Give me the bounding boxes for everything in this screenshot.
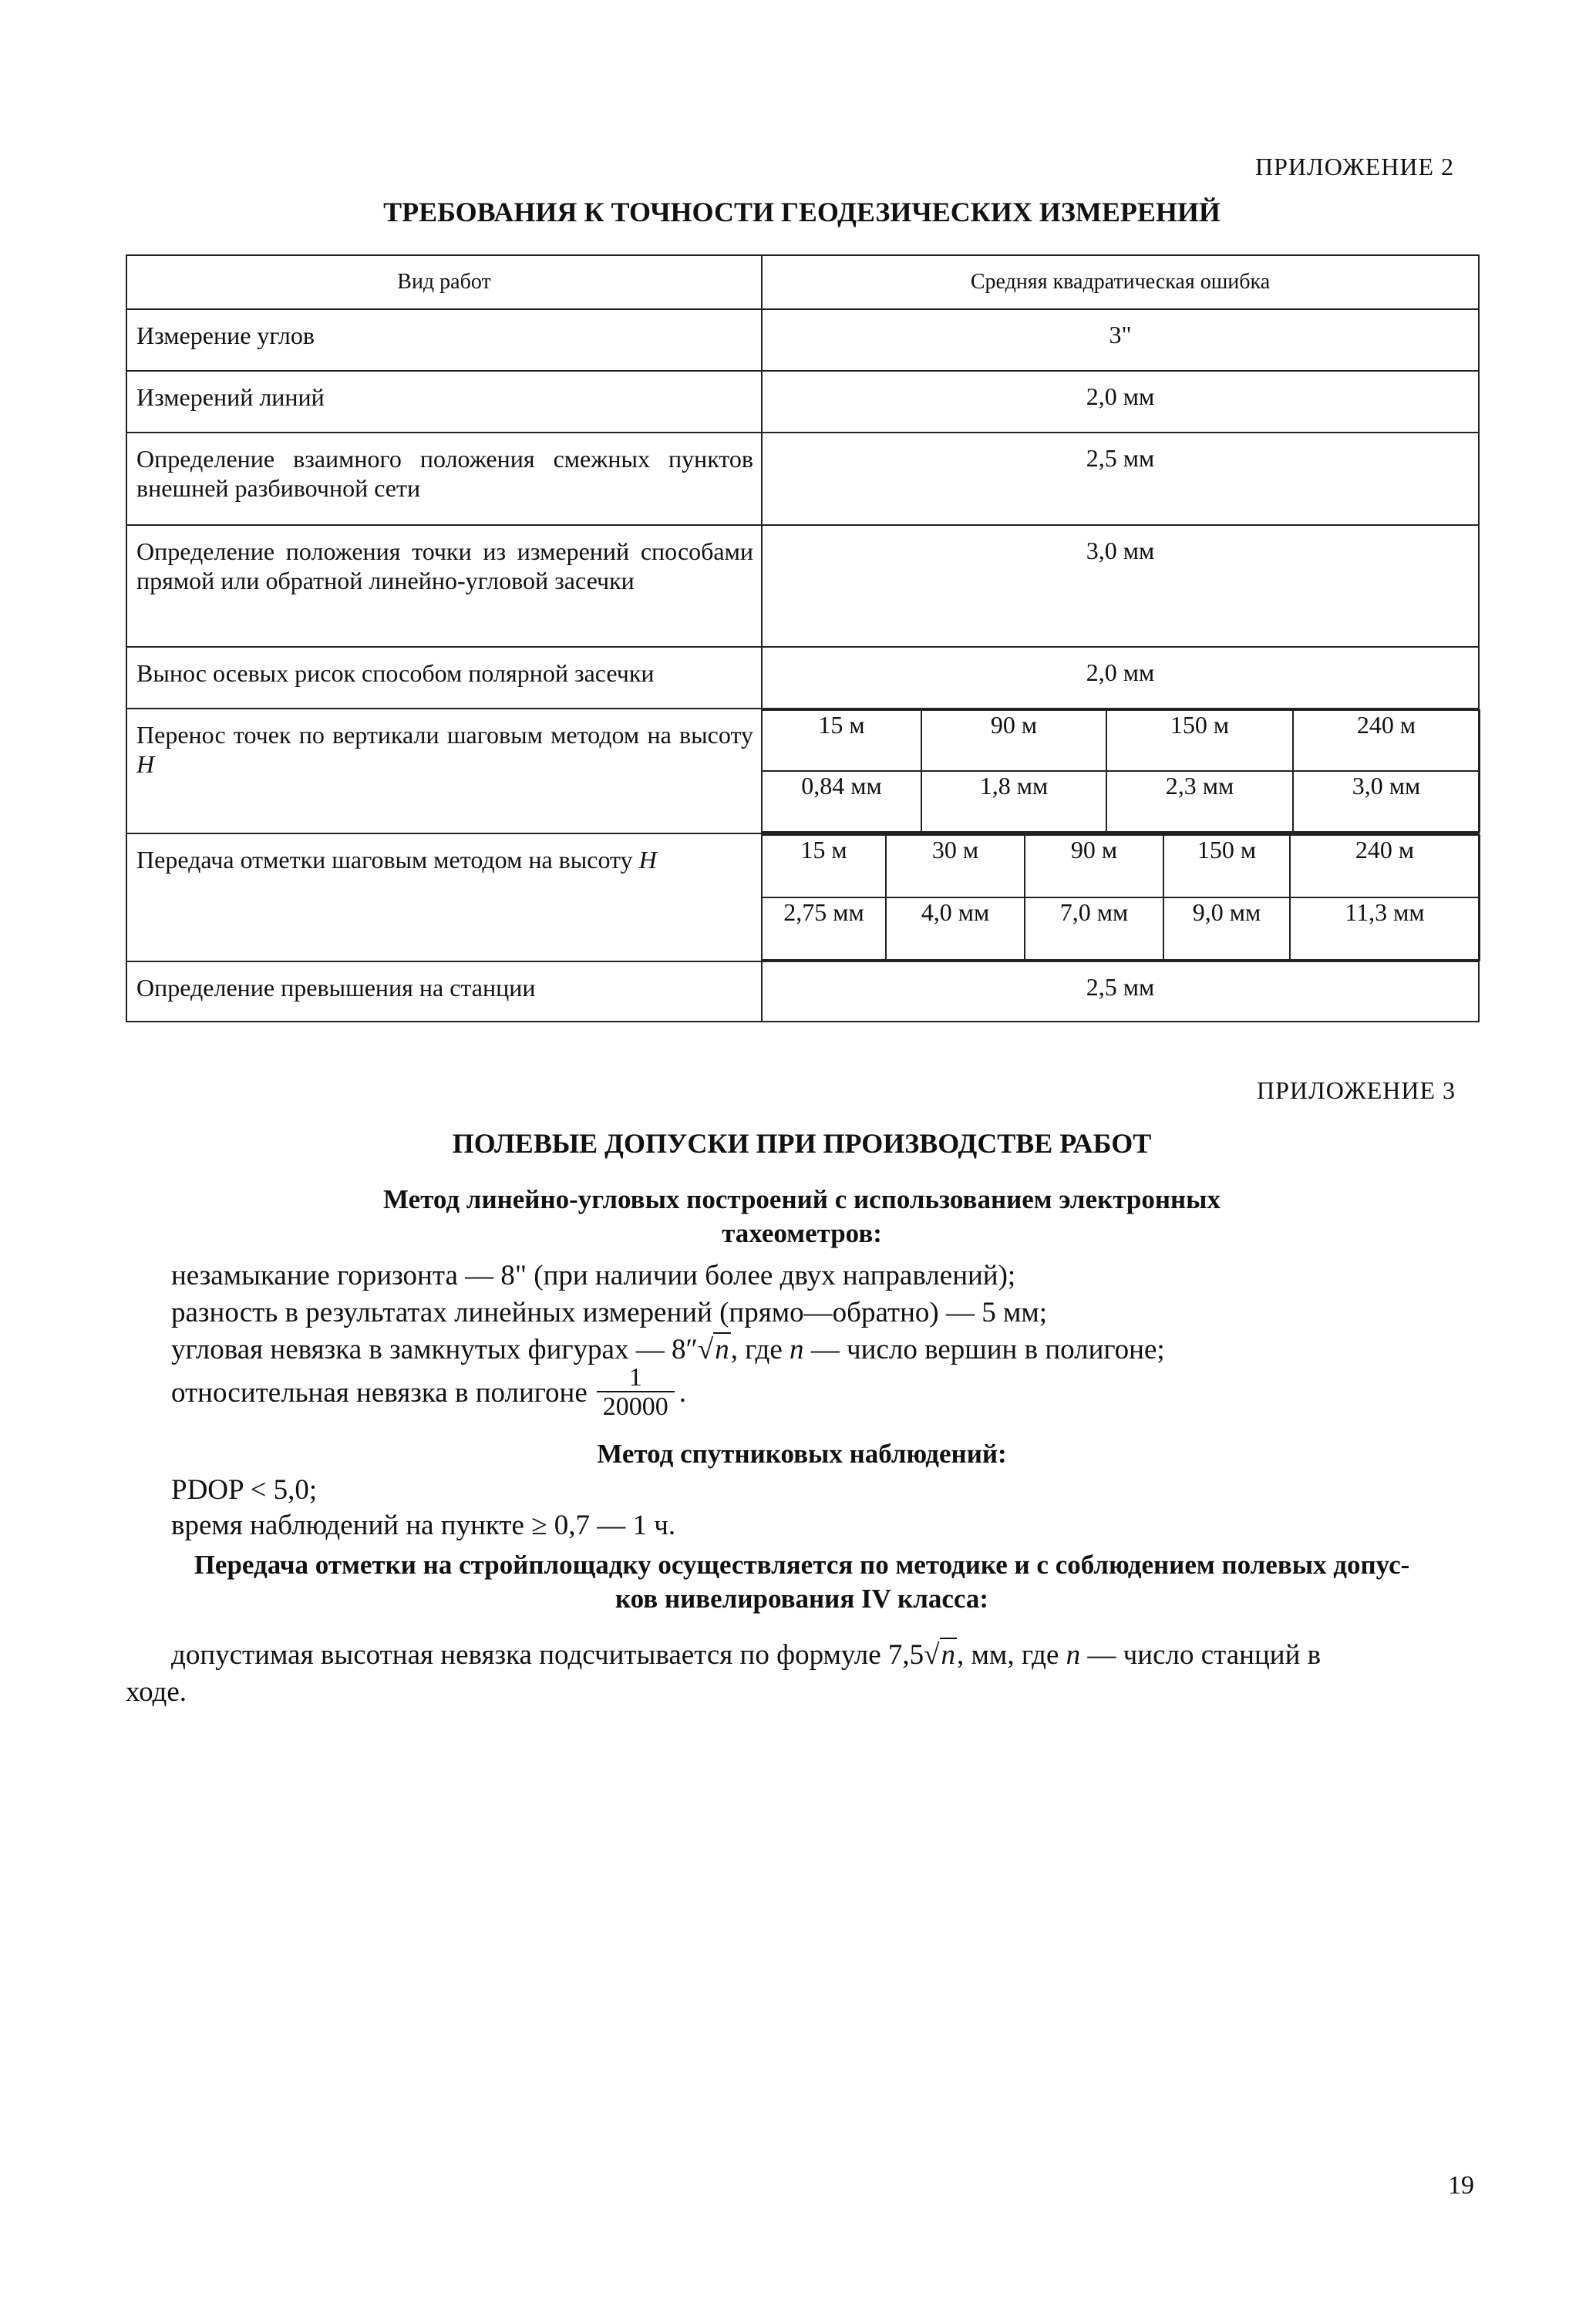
table-row-mark-transfer <box>126 833 1479 961</box>
row-value: 3" <box>762 309 1479 371</box>
row-label: Определение взаимного положения смежных пунктов внешней разбивочной сети <box>126 433 762 525</box>
method-satellite-heading: Метод спутниковых наблюдений: <box>597 1439 1007 1469</box>
appendix-2-label: ПРИЛОЖЕНИЕ 2 <box>1255 153 1455 180</box>
height-cell: 150 м <box>1163 835 1290 897</box>
table-row <box>126 961 1479 1022</box>
row-label: Вынос осевых рисок способом полярной засечки <box>126 647 762 709</box>
row-label: Определение превышения на станции <box>126 961 762 1022</box>
error-cell: 11,3 мм <box>1290 897 1480 960</box>
tolerance-line-fraction <box>171 1365 686 1422</box>
row-label <box>126 709 762 833</box>
table-row <box>126 371 1479 433</box>
text: . <box>678 1377 687 1409</box>
tolerance-line: незамыкание горизонта — 8" (при наличии более двух направлений); <box>171 1260 1016 1291</box>
error-cell: 7,0 мм <box>1025 897 1163 960</box>
tolerance-line: время наблюдений на пункте ≥ 0,7 — 1 ч. <box>171 1510 676 1541</box>
heading-line: Метод линейно-угловых построений с использованием электронных <box>383 1184 1221 1214</box>
accuracy-table <box>126 254 1480 1022</box>
table-row-vertical-transfer <box>126 709 1479 833</box>
height-cell: 30 м <box>886 835 1025 897</box>
label-text: Передача отметки шаговым методом на высоту <box>136 846 633 874</box>
appendix-2-title: ТРЕБОВАНИЯ К ТОЧНОСТИ ГЕОДЕЗИЧЕСКИХ ИЗМЕРЕНИЙ <box>383 197 1221 227</box>
formula-line-continuation: ходе. <box>126 1676 187 1708</box>
row-label: Измерение углов <box>126 309 762 371</box>
text: — число вершин в полигоне; <box>803 1334 1165 1365</box>
height-cell: 90 м <box>1025 835 1163 897</box>
error-cell: 1,8 мм <box>921 771 1106 832</box>
tolerance-line <box>171 1332 1165 1368</box>
variable: n <box>715 1334 729 1365</box>
vertical-transfer-subtable <box>763 709 1480 833</box>
variable: n <box>1066 1639 1081 1671</box>
label-variable: Н <box>638 846 657 874</box>
method-linear-angular-heading <box>154 1183 1450 1251</box>
text: допустимая высотная невязка подсчитывается по формуле 7,5√ <box>171 1639 940 1671</box>
table-row <box>126 309 1479 371</box>
height-cell: 15 м <box>763 710 921 771</box>
table-row <box>126 433 1479 525</box>
error-cell: 2,3 мм <box>1106 771 1293 832</box>
text: , где <box>730 1334 790 1365</box>
error-cell: 4,0 мм <box>886 897 1025 960</box>
error-cell: 0,84 мм <box>763 771 921 832</box>
height-cell: 240 м <box>1290 835 1480 897</box>
numerator: 1 <box>628 1363 642 1392</box>
appendix-3-label: ПРИЛОЖЕНИЕ 3 <box>1257 1076 1456 1104</box>
header-work-type: Вид работ <box>126 255 762 309</box>
row-value-grid <box>762 709 1479 833</box>
height-cell: 15 м <box>763 835 886 897</box>
fraction <box>597 1365 675 1422</box>
mark-transfer-subtable <box>763 834 1480 961</box>
height-cell: 90 м <box>921 710 1106 771</box>
denominator: 20000 <box>597 1391 675 1422</box>
table-row <box>126 647 1479 709</box>
variable: n <box>941 1639 955 1671</box>
row-value: 2,0 мм <box>762 371 1479 433</box>
text: — число станций в <box>1080 1639 1322 1671</box>
height-cell: 150 м <box>1106 710 1293 771</box>
row-label <box>126 833 762 961</box>
label-text: Перенос точек по вертикали шаговым методом на высоту <box>136 721 753 749</box>
text: , мм, где <box>957 1639 1066 1671</box>
text: относительная невязка в полигоне <box>171 1377 588 1409</box>
mark-transfer-heading <box>123 1548 1480 1616</box>
row-value: 2,5 мм <box>762 961 1479 1022</box>
height-cell: 240 м <box>1293 710 1480 771</box>
error-cell: 3,0 мм <box>1293 771 1480 832</box>
table-row <box>126 525 1479 647</box>
row-value: 2,5 мм <box>762 433 1479 525</box>
error-cell: 9,0 мм <box>1163 897 1290 960</box>
row-value-grid <box>762 833 1479 961</box>
row-value: 3,0 мм <box>762 525 1479 647</box>
row-label: Измерений линий <box>126 371 762 433</box>
label-variable: Н <box>136 750 155 778</box>
header-mean-square-error: Средняя квадратическая ошибка <box>762 255 1479 309</box>
heading-line: Передача отметки на стройплощадку осуществляется по методике и с соблюдением полевых допус- <box>194 1550 1410 1580</box>
tolerance-line: разность в результатах линейных измерений (прямо—обратно) — 5 мм; <box>171 1297 1048 1328</box>
error-cell: 2,75 мм <box>763 897 886 960</box>
text: угловая невязка в замкнутых фигурах — 8″√ <box>171 1334 714 1365</box>
formula-line <box>171 1638 1480 1673</box>
table-header-row <box>126 255 1479 309</box>
row-value: 2,0 мм <box>762 647 1479 709</box>
page-number: 19 <box>1448 2171 1474 2200</box>
heading-line: тахеометров: <box>722 1218 882 1248</box>
appendix-3-title: ПОЛЕВЫЕ ДОПУСКИ ПРИ ПРОИЗВОДСТВЕ РАБОТ <box>452 1128 1152 1159</box>
row-label: Определение положения точки из измерений способами прямой или обратной линейно-угловой засечки <box>126 525 762 647</box>
tolerance-line: PDOP < 5,0; <box>171 1474 318 1506</box>
variable: n <box>790 1334 804 1365</box>
heading-line: ков нивелирования IV класса: <box>614 1584 989 1614</box>
